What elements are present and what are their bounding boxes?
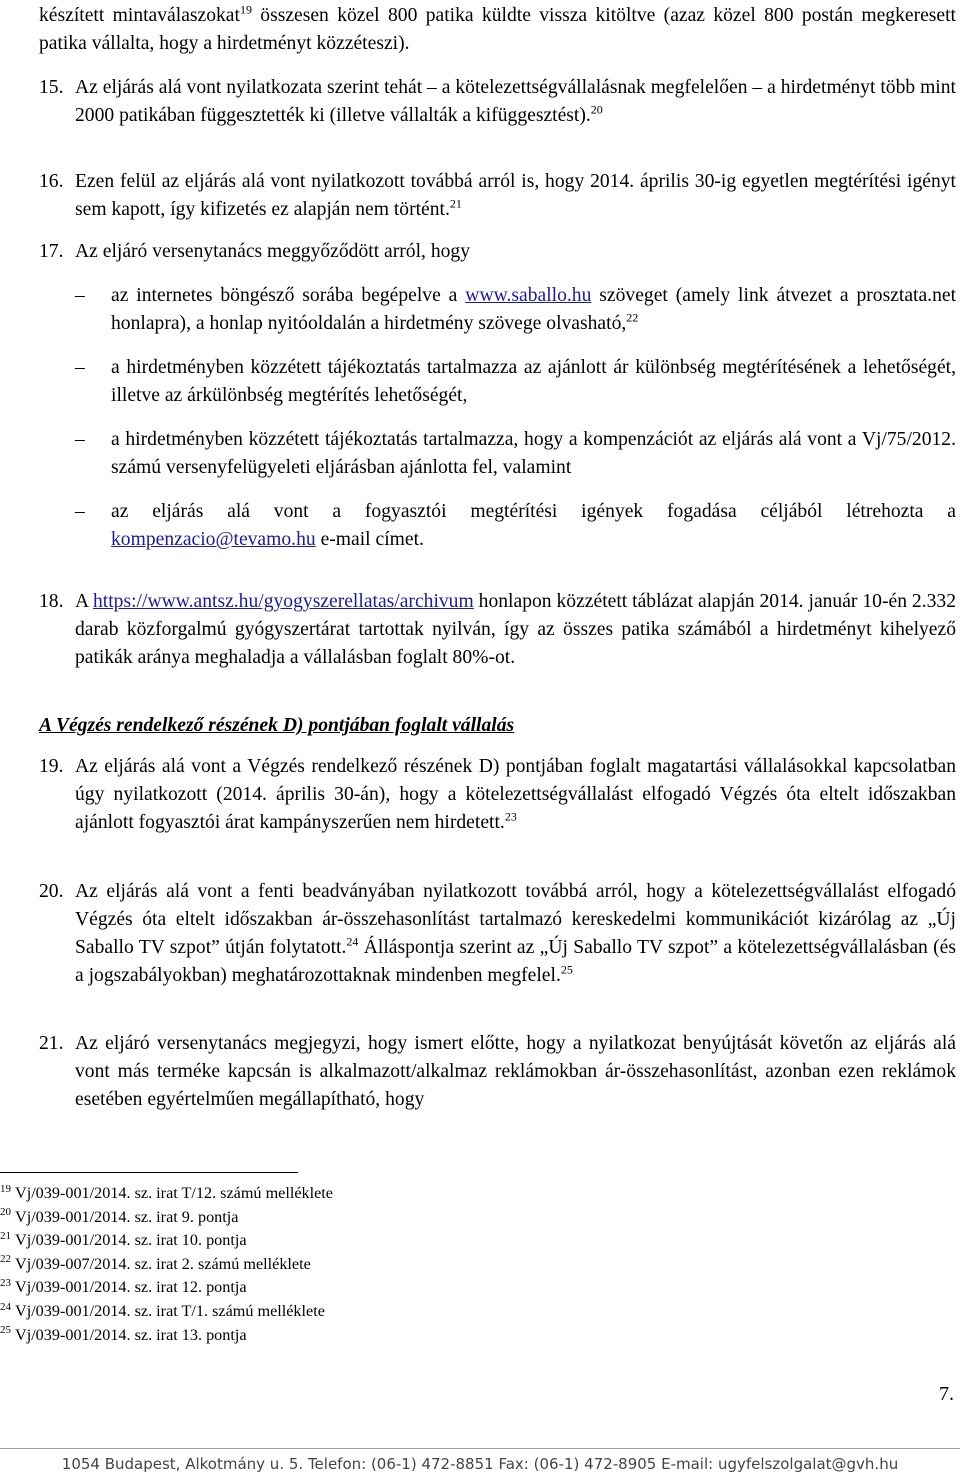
- paragraph-19: 19. Az eljárás alá vont a Végzés rendelkező részének D) pontjában foglalt magatartási vállalásokkal kapcsolatban úgy nyilatkozott (2014. április 30-án), hogy a kötelezettségvállalást elfogadó Végzés óta eltelt időszakban ajánlott fogyasztói árat kampányszerűen nem hirdetett.$^{23}$: [39, 753, 956, 837]
- paragraph-16: 16. Ezen felül az eljárás alá vont nyilatkozott továbbá arról is, hogy 2014. április 30-ig egyetlen megtérítési igényt sem kapott, így kifizetés ez alapján nem történt.$^{21}$: [39, 168, 956, 224]
- paragraph-number: 18.: [39, 591, 64, 612]
- page-footer: 1054 Budapest, Alkotmány u. 5. Telefon: (06-1) 472-8851 Fax: (06-1) 472-8905 E-mail: ugyfelszolgalat@gvh.hu: [61, 1455, 899, 1473]
- paragraph-number: 20.: [39, 881, 64, 902]
- paragraph-17: 17. Az eljáró versenytanács meggyőződött arról, hogy – az internetes böngésző sorába begépelve a www.saballo.hu szöveget (amely link átvezet a prosztata.net honlapra), a honlap nyitóoldalán a hirdetmény szövege olvasható,$^{22}$ – a hirdetményben közzétett tájékoztatás tartalmazza az ajánlott ár különbség megtérítésének a lehetőségét, illetve az árkülönbség megtérítés lehetőségét, – a hirdetményben közzétett tájékoztatás tartalmazza, hogy a kompenzációt az eljárás alá vont a Vj/75/2012. számú versenyfelügyeleti eljárásban ajánlotta fel, valamint – az eljárás alá vont a fogyasztói megtérítési igények fogadása céljából létrehozta a kompenzacio@tevamo.hu e-mail címet.: [39, 238, 956, 554]
- footnote-ref-20: 20: [590, 102, 603, 117]
- footnote: $^{25}$ Vj/039-001/2014. sz. irat 13. pontja: [0, 1324, 247, 1344]
- footnote-separator: [0, 1172, 298, 1173]
- paragraph-number: 17.: [39, 241, 64, 262]
- saballo-link[interactable]: www.saballo.hu: [465, 285, 592, 306]
- list-item: – az eljárás alá vont a fogyasztói megtérítési igények fogadása céljából létrehozta a kompenzacio@tevamo.hu e-mail címet.: [75, 498, 956, 554]
- dash-bullet: –: [75, 429, 85, 450]
- email-link[interactable]: kompenzacio@tevamo.hu: [111, 529, 316, 550]
- paragraph-number: 19.: [39, 756, 64, 777]
- section-heading: A Végzés rendelkező részének D) pontjában foglalt vállalás: [39, 715, 515, 736]
- paragraph-18: 18. A https://www.antsz.hu/gyogyszerellatas/archivum honlapon közzétett táblázat alapján 2014. január 10-én 2.332 darab közforgalmú gyógyszertárat tartottak nyilván, így az összes patika számából a hirdetményt kihelyező patikák aránya meghaladja a vállalásban foglalt 80%-ot.: [39, 588, 956, 672]
- page-number: 7.: [939, 1383, 954, 1405]
- footnote-ref-24: 24: [346, 934, 359, 949]
- footnote: $^{24}$ Vj/039-001/2014. sz. irat T/1. számú melléklete: [0, 1300, 325, 1320]
- list-item: – a hirdetményben közzétett tájékoztatás tartalmazza, hogy a kompenzációt az eljárás alá vont a Vj/75/2012. számú versenyfelügyeleti eljárásban ajánlotta fel, valamint: [75, 426, 956, 482]
- footnote: $^{22}$ Vj/039-007/2014. sz. irat 2. számú melléklete: [0, 1253, 311, 1273]
- footnote: $^{19}$ Vj/039-001/2014. sz. irat T/12. számú melléklete: [0, 1182, 333, 1202]
- paragraph-20: 20. Az eljárás alá vont a fenti beadványában nyilatkozott továbbá arról, hogy a kötelezettségvállalást elfogadó Végzés óta eltelt időszakban ár-összehasonlítást tartalmazó kereskedelmi kommunikációt kizárólag az „Új Saballo TV szpot” útján folytatott.$^{24}$ Álláspontja szerint az „Új Saballo TV szpot” a kötelezettségvállalásban (és a jogszabályokban) meghatározottaknak mindenben megfelel.$^{25}$: [39, 878, 956, 990]
- footnote-ref-22: 22: [626, 310, 639, 325]
- paragraph-15: 15. Az eljárás alá vont nyilatkozata szerint tehát – a kötelezettségvállalásnak megfelelően – a hirdetményt több mint 2000 patikában függesztették ki (illetve vállalták a kifüggesztést).$^{20}$: [39, 74, 956, 130]
- paragraph-21: 21. Az eljáró versenytanács megjegyzi, hogy ismert előtte, hogy a nyilatkozat benyújtását követőn az eljárás alá vont más terméke kapcsán is alkalmazott/alkalmaz reklámokban ár-összehasonlítást, azonban ezen reklámok esetében egyértelműen megállapítható, hogy: [39, 1030, 956, 1114]
- footnote-ref-25: 25: [560, 962, 573, 977]
- footnote-ref-21: 21: [449, 196, 462, 211]
- dash-bullet: –: [75, 285, 85, 306]
- paragraph-number: 21.: [39, 1033, 64, 1054]
- footnote: $^{20}$ Vj/039-001/2014. sz. irat 9. pontja: [0, 1206, 239, 1226]
- list-item: – az internetes böngésző sorába begépelve a www.saballo.hu szöveget (amely link átvezet a prosztata.net honlapra), a honlap nyitóoldalán a hirdetmény szövege olvasható,$^{22}$: [75, 282, 956, 338]
- footnote: $^{21}$ Vj/039-001/2014. sz. irat 10. pontja: [0, 1229, 247, 1250]
- footnote: $^{23}$ Vj/039-001/2014. sz. irat 12. pontja: [0, 1276, 247, 1297]
- paragraph-number: 15.: [39, 77, 64, 98]
- footnote-ref-23: 23: [504, 809, 517, 824]
- footer-divider: [0, 1448, 960, 1449]
- footnote-ref-19: 19: [239, 2, 252, 17]
- paragraph-number: 16.: [39, 171, 64, 192]
- paragraph-14-continuation: készített mintaválaszokat$^{19}$ összesen közel 800 patika küldte vissza kitöltve (azaz közel 800 postán megkeresett patika vállalta, hogy a hirdetményt közzéteszi).: [39, 2, 956, 54]
- dash-bullet: –: [75, 501, 85, 522]
- antsz-link[interactable]: https://www.antsz.hu/gyogyszerellatas/archivum: [93, 591, 474, 612]
- footnotes: [0, 1182, 700, 1347]
- list-item: – a hirdetményben közzétett tájékoztatás tartalmazza az ajánlott ár különbség megtérítésének a lehetőségét, illetve az árkülönbség megtérítés lehetőségét,: [75, 354, 956, 410]
- dash-bullet: –: [75, 357, 85, 378]
